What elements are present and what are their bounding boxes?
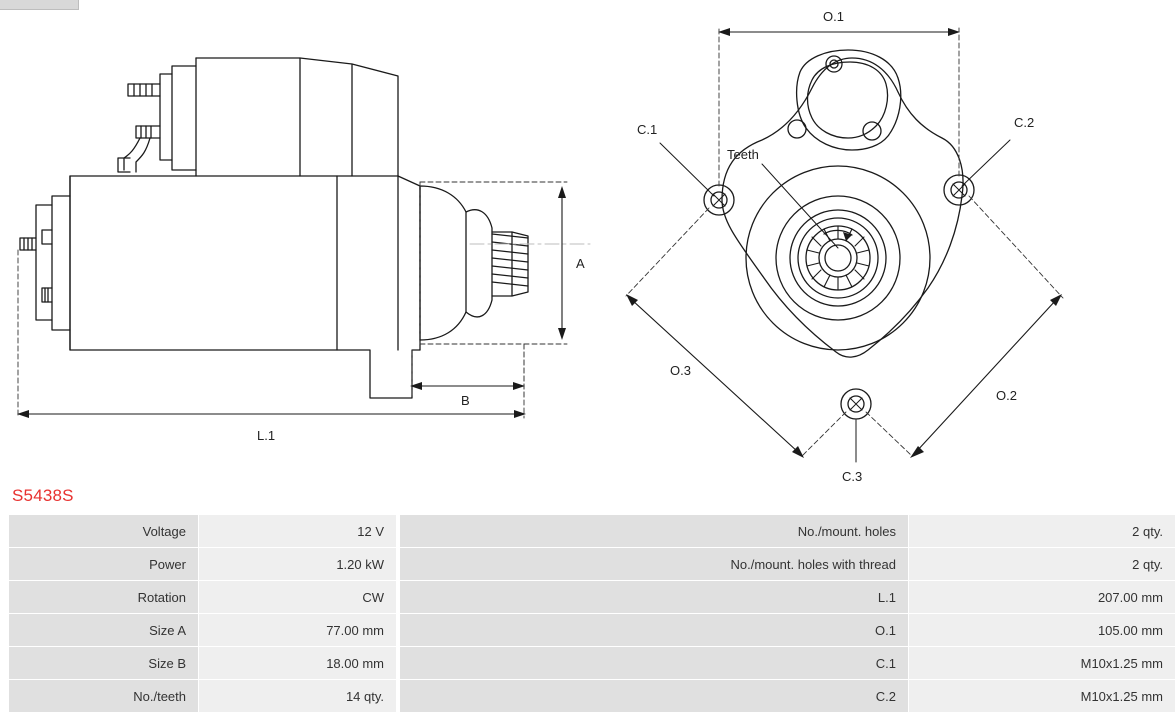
spec-value: M10x1.25 mm [909, 647, 1176, 680]
table-row [9, 515, 397, 548]
spec-label: Voltage [9, 515, 199, 548]
label-o2: O.2 [996, 388, 1017, 403]
spec-label: Size B [9, 647, 199, 680]
table-row [9, 581, 397, 614]
spec-label: Size A [9, 614, 199, 647]
spec-label: No./mount. holes with thread [400, 548, 909, 581]
table-row [9, 647, 397, 680]
label-o3: O.3 [670, 363, 691, 378]
spec-table-right [399, 514, 1176, 713]
spec-value: 77.00 mm [199, 614, 397, 647]
spec-value: 2 qty. [909, 515, 1176, 548]
starter-front-view [704, 50, 974, 419]
label-c3: C.3 [842, 469, 863, 484]
dimension-o1 [718, 28, 960, 186]
spec-label: C.1 [400, 647, 909, 680]
label-o1: O.1 [823, 9, 844, 24]
spec-value: 12 V [199, 515, 397, 548]
spec-value: 18.00 mm [199, 647, 397, 680]
spec-label: Rotation [9, 581, 199, 614]
table-row [9, 680, 397, 713]
dimension-b [410, 344, 525, 398]
spec-value: CW [199, 581, 397, 614]
spec-label: No./teeth [9, 680, 199, 713]
spec-label: C.2 [400, 680, 909, 713]
table-row [400, 680, 1176, 713]
table-row [9, 548, 397, 581]
table-row [400, 647, 1176, 680]
table-row [400, 614, 1176, 647]
spec-label: L.1 [400, 581, 909, 614]
label-c2: C.2 [1014, 115, 1035, 130]
table-row [400, 548, 1176, 581]
spec-value: 14 qty. [199, 680, 397, 713]
table-row [400, 515, 1176, 548]
spec-value: M10x1.25 mm [909, 680, 1176, 713]
table-row [9, 614, 397, 647]
label-teeth: Teeth [727, 147, 759, 162]
spec-label: No./mount. holes [400, 515, 909, 548]
page-title: S5438S [12, 486, 74, 505]
specifications [8, 514, 1163, 713]
label-b: B [461, 393, 470, 408]
starter-side-view [20, 58, 590, 398]
spec-label: O.1 [400, 614, 909, 647]
dimension-l1 [17, 250, 526, 418]
spec-label: Power [9, 548, 199, 581]
spec-value: 1.20 kW [199, 548, 397, 581]
label-a: A [576, 256, 585, 271]
spec-table-left [8, 514, 397, 713]
label-c1: C.1 [637, 122, 658, 137]
spec-value: 2 qty. [909, 548, 1176, 581]
table-row [400, 581, 1176, 614]
label-l1: L.1 [257, 428, 276, 443]
spec-value: 105.00 mm [909, 614, 1176, 647]
spec-value: 207.00 mm [909, 581, 1176, 614]
dimension-a [420, 182, 567, 344]
